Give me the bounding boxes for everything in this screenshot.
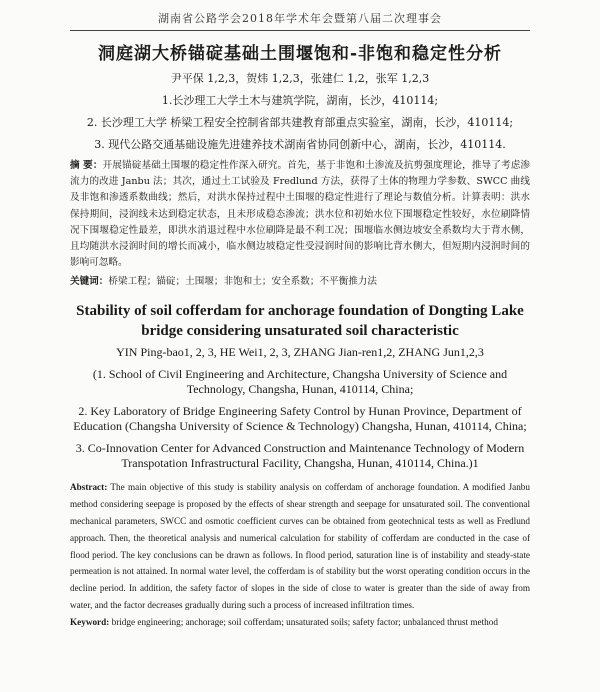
english-title-line-2: bridge considering unsaturated soil characteristic bbox=[141, 323, 459, 340]
chinese-affiliation-1: 1.长沙理工大学土木与建筑学院，湖南，长沙，410114; bbox=[161, 94, 439, 107]
english-keywords-label: Keyword: bbox=[70, 616, 110, 627]
english-abstract-label: Abstract: bbox=[70, 482, 108, 493]
english-affiliation-1: (1. School of Civil Engineering and Architecture, Changsha University of Science and Technology, Changsha, Hunan, 410114, China; bbox=[92, 367, 508, 397]
chinese-affiliation-3: 3. 现代公路交通基础设施先进建养技术湖南省协同创新中心，湖南，长沙，410114. bbox=[94, 138, 506, 151]
chinese-keywords-text: 桥梁工程；锚碇；土围堰；非饱和土；安全系数；不平衡推力法 bbox=[108, 276, 377, 288]
english-authors: YIN Ping-bao1, 2, 3, HE Wei1, 2, 3, ZHANG Jian-ren1,2, ZHANG Jun1,2,3 bbox=[116, 345, 484, 360]
english-affiliation-3: 3. Co-Innovation Center for Advanced Construction and Maintenance Technology of Modern Transpotation Infrastructural Facility, Changsha, Hunan, 410114, China.)1 bbox=[75, 441, 525, 471]
running-header: 湖南省公路学会2018年学术年会暨第八届二次理事会 bbox=[70, 10, 530, 31]
english-keywords bbox=[70, 616, 530, 629]
english-abstract-text: The main objective of this study is stability analysis on cofferdam of anchorage foundation. A modified Janbu method considering seepage is proposed by the effects of shear strength and seepage for unsaturated soil. The conventional mechanical parameters, SWCC and osmotic coefficient curves can be obtained from geotechnical tests as well as Fredlund approach. Then, the theoretical analysis and numerical calculation for stability of cofferdam are conducted in the case of flood period. The key conclusions can be drawn as follows. In flood period, saturation line is of instability and steady-state permeation is not attained. In normal water level, the cofferdam is of stability but the worst operating condition occurs in the decline period. In addition, the safety factor of slopes in the side of close to water is greater than the side of away from water, and the factor decreases gradually during such a process of increased infiltration times. bbox=[70, 482, 530, 610]
chinese-authors: 尹平保 1,2,3，贺炜 1,2,3，张建仁 1,2，张军 1,2,3 bbox=[170, 72, 430, 85]
english-title-line-1: Stability of soil cofferdam for anchorage foundation of Dongting Lake bbox=[76, 303, 524, 320]
english-keywords-text: bridge engineering; anchorage; soil cofferdam; unsaturated soils; safety factor; unbalanced thrust method bbox=[111, 616, 498, 627]
english-affiliation-2: 2. Key Laboratory of Bridge Engineering Safety Control by Hunan Province, Department of Education (Changsha University of Science & Technology) Changsha, Hunan, 410114, China; bbox=[73, 404, 527, 434]
chinese-keywords-label: 关键词： bbox=[70, 276, 109, 288]
english-title bbox=[70, 301, 530, 341]
chinese-abstract-label: 摘 要： bbox=[70, 160, 103, 171]
english-abstract bbox=[70, 479, 530, 613]
chinese-abstract bbox=[70, 158, 530, 271]
chinese-title: 洞庭湖大桥锚碇基础土围堰饱和-非饱和稳定性分析 bbox=[97, 44, 503, 64]
chinese-affiliation-2: 2. 长沙理工大学 桥梁工程安全控制省部共建教育部重点实验室，湖南，长沙，410114; bbox=[86, 116, 514, 129]
chinese-abstract-text: 开展锚碇基础土围堰的稳定性作深入研究。首先，基于非饱和土渗流及抗剪强度理论，推导了考虑渗流力的改进 Janbu 法；其次，通过土工试验及 Fredlund 方法，获得了土体的物理力学参数、SWCC 曲线及非饱和渗透系数曲线；然后，对洪水保持过程中土围堰的稳定性进行了理论与数值分析。计算表明：洪水保持期间，浸润线未达到稳定状态，且未形成稳态渗流；洪水位和初始水位下围堰稳定性较好，水位刷降情况下围堰稳定性最差，即洪水消退过程中水位刷降是最不利工况；围堰临水侧边坡安全系数均大于背水侧，且均随洪水浸润时间的增长而减小，临水侧边坡稳定性受浸润时间的影响比背水侧大，但短期内浸润时间的影响可忽略。 bbox=[70, 160, 531, 269]
chinese-keywords bbox=[70, 273, 530, 287]
